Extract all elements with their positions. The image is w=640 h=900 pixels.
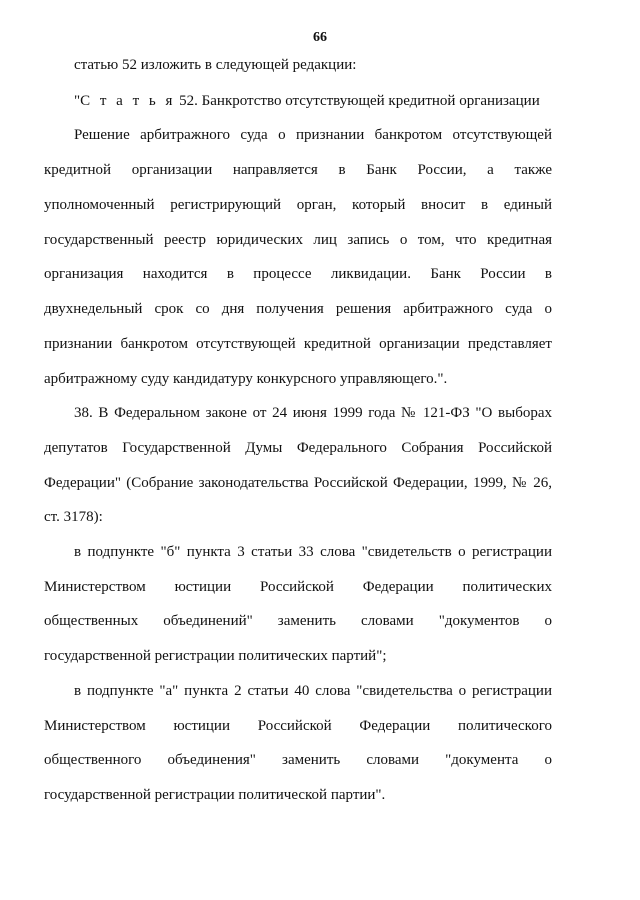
text-line: Министерством юстиции Российской Федерации политических — [44, 579, 552, 595]
article-word: С т а т ь я — [80, 93, 176, 109]
text-line: Федерации" (Собрание законодательства Российской Федерации, 1999, № 26, — [44, 475, 552, 491]
text-line: государственной регистрации политических партий"; — [44, 648, 387, 664]
text-line: организация находится в процессе ликвидации. Банк России в — [44, 266, 552, 282]
text-line: двухнедельный срок со дня получения решения арбитражного суда о — [44, 301, 552, 317]
text-line: Министерством юстиции Российской Федерации политического — [44, 718, 552, 734]
article-heading — [74, 92, 552, 110]
text-line: арбитражному суду кандидатуру конкурсного управляющего.". — [44, 371, 448, 387]
text-line: признании банкротом отсутствующей кредитной организации представляет — [44, 336, 552, 352]
text-line: уполномоченный регистрирующий орган, который вносит в единый — [44, 197, 552, 213]
text-line: государственной регистрации политической партии". — [44, 787, 386, 803]
text-line: 38. В Федеральном законе от 24 июня 1999 года № 121-ФЗ "О выборах — [74, 405, 552, 421]
text-line: статью 52 изложить в следующей редакции: — [74, 57, 357, 73]
page-number: 66 — [313, 30, 327, 45]
quote-mark: " — [74, 93, 81, 109]
text-line: кредитной организации направляется в Банк России, а также — [44, 162, 552, 178]
text-line: государственный реестр юридических лиц запись о том, что кредитная — [44, 232, 552, 248]
article-title: 52. Банкротство отсутствующей кредитной организации — [175, 93, 540, 109]
text-line: общественного объединения" заменить словами "документа о — [44, 752, 552, 768]
text-line: общественных объединений" заменить словами "документов о — [44, 613, 552, 629]
text-line: Решение арбитражного суда о признании банкротом отсутствующей — [74, 127, 552, 143]
text-line: в подпункте "б" пункта 3 статьи 33 слова "свидетельств о регистрации — [74, 544, 552, 560]
text-line: ст. 3178): — [44, 509, 103, 525]
text-line: в подпункте "а" пункта 2 статьи 40 слова "свидетельства о регистрации — [74, 683, 552, 699]
text-line: депутатов Государственной Думы Федерального Собрания Российской — [44, 440, 552, 456]
